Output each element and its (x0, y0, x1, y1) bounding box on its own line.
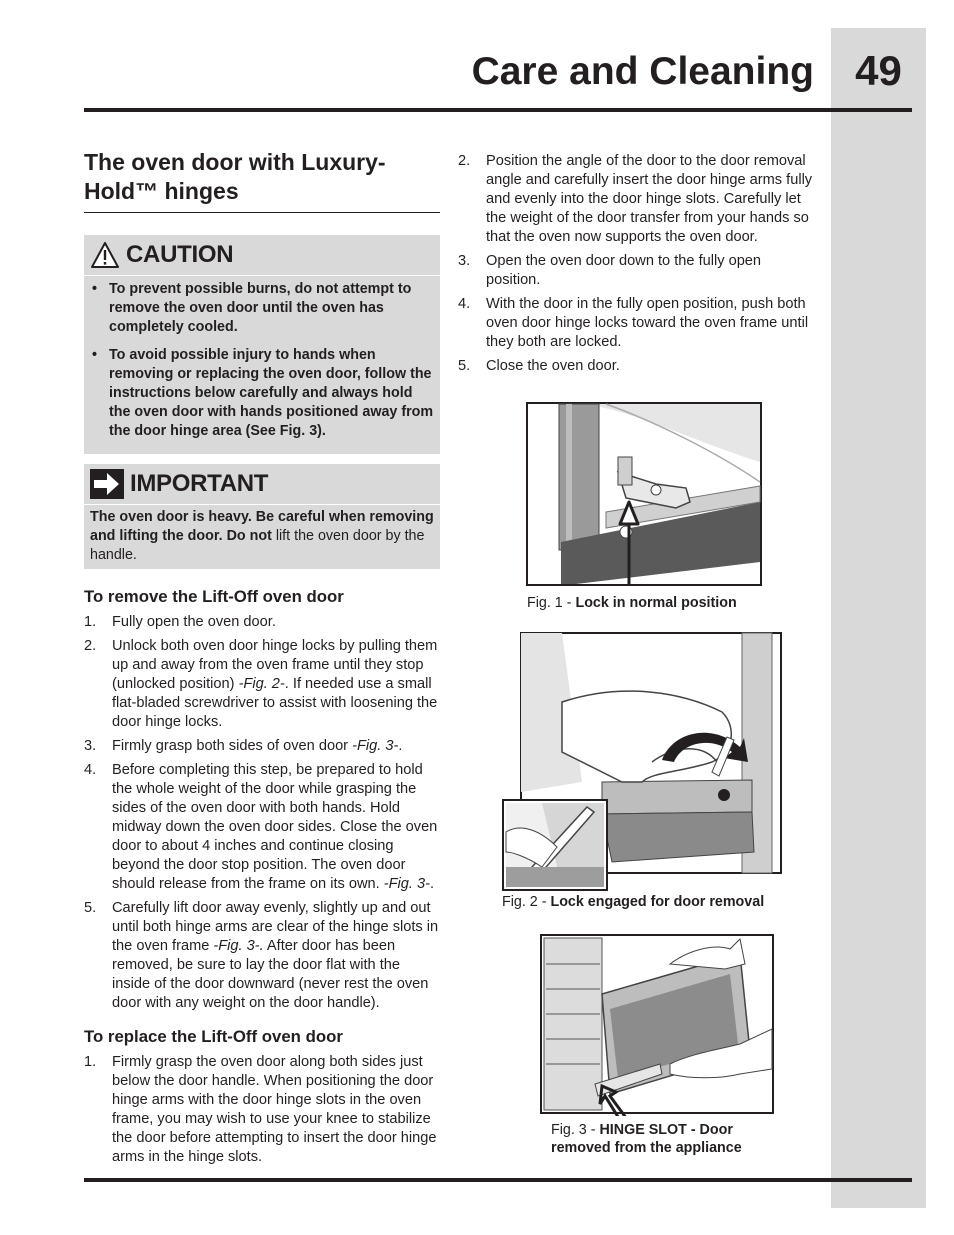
important-label: IMPORTANT (130, 470, 269, 497)
caution-header (84, 235, 440, 276)
figure-3-hinge-slot (540, 934, 774, 1116)
warning-triangle-icon (90, 241, 120, 269)
important-box (84, 464, 440, 569)
right-column (458, 152, 813, 381)
arrow-right-icon (90, 469, 124, 499)
list-item: 1. Firmly grasp the oven door along both sides just below the door handle. When positioning the door hinge arms with the door hinge slots in the oven frame, you may wish to use your knee to stabilize the door before attempting to insert the door hinge arms in the hinge slots. (84, 1054, 437, 1165)
figure-1-caption: Fig. 1 - Lock in normal position (527, 595, 737, 611)
header-rule (84, 108, 912, 112)
remove-heading: To remove the Lift-Off oven door (84, 587, 344, 606)
caution-item: • To prevent possible burns, do not attempt to remove the oven door until the oven has completely cooled. (92, 281, 412, 335)
important-header (84, 464, 440, 505)
replace-heading: To replace the Lift-Off oven door (84, 1027, 343, 1046)
list-item: 4. With the door in the fully open position, push both oven door hinge locks toward the oven frame until they both are locked. (458, 296, 809, 350)
list-item: 3. Open the oven door down to the fully open position. (458, 253, 762, 288)
footer-rule (84, 1178, 912, 1182)
section-title: The oven door with Luxury-Hold™ hinges (84, 148, 440, 213)
page-title: Care and Cleaning (471, 50, 814, 93)
replace-steps-continued (458, 152, 813, 376)
list-item: 4. Before completing this step, be prepared to hold the whole weight of the door while grasping the sides of the oven door with both hands. Hold midway down the oven door sides. Close the oven door to about 4 inches and continue closing beyond the door stop position. The oven door should release from the frame on its own. -Fig. 3-. (84, 762, 438, 892)
list-item: 2. Position the angle of the door to the door removal angle and carefully insert the door hinge arms fully and evenly into the door hinge slots. Carefully let the weight of the door transfer from your hands so that the oven now supports the oven door. (458, 153, 813, 245)
figure-2-lock-engaged (502, 632, 784, 892)
replace-steps (84, 1053, 440, 1167)
figure-3-caption: Fig. 3 - HINGE SLOT - Door removed from the appliance (551, 1122, 742, 1156)
important-body: The oven door is heavy. Be careful when removing and lifting the door. Do not lift the oven door by the handle. (90, 509, 434, 563)
list-item: 5. Close the oven door. (458, 358, 620, 374)
caution-item: • To avoid possible injury to hands when removing or replacing the oven door, follow the instructions below carefully and always hold the oven door with hands positioned away from the door hinge area (See Fig. 3). (92, 347, 434, 439)
list-item: 3. Firmly grasp both sides of oven door -Fig. 3-. (84, 738, 403, 754)
caution-label: CAUTION (126, 241, 234, 268)
list-item: 1. Fully open the oven door. (84, 614, 276, 630)
caution-box (84, 235, 440, 454)
list-item: 2. Unlock both oven door hinge locks by pulling them up and away from the oven frame until they stop (unlocked position) -Fig. 2-. If needed use a small flat-bladed screwdriver to assist with loosening the door hinge locks. (84, 638, 438, 730)
page-sidebar (831, 28, 926, 1208)
remove-steps (84, 613, 440, 1013)
figure-2-caption: Fig. 2 - Lock engaged for door removal (502, 894, 765, 910)
figure-1-hinge-lock (526, 402, 762, 586)
list-item: 5. Carefully lift door away evenly, slightly up and out until both hinge arms are clear of the hinge slots in the oven frame -Fig. 3-. After door has been removed, be sure to lay the door flat with the inside of the door downward (never rest the oven door with any weight on the door handle). (84, 900, 439, 1011)
caution-body (84, 276, 440, 454)
page-number: 49 (855, 47, 902, 94)
left-column (84, 148, 440, 1172)
